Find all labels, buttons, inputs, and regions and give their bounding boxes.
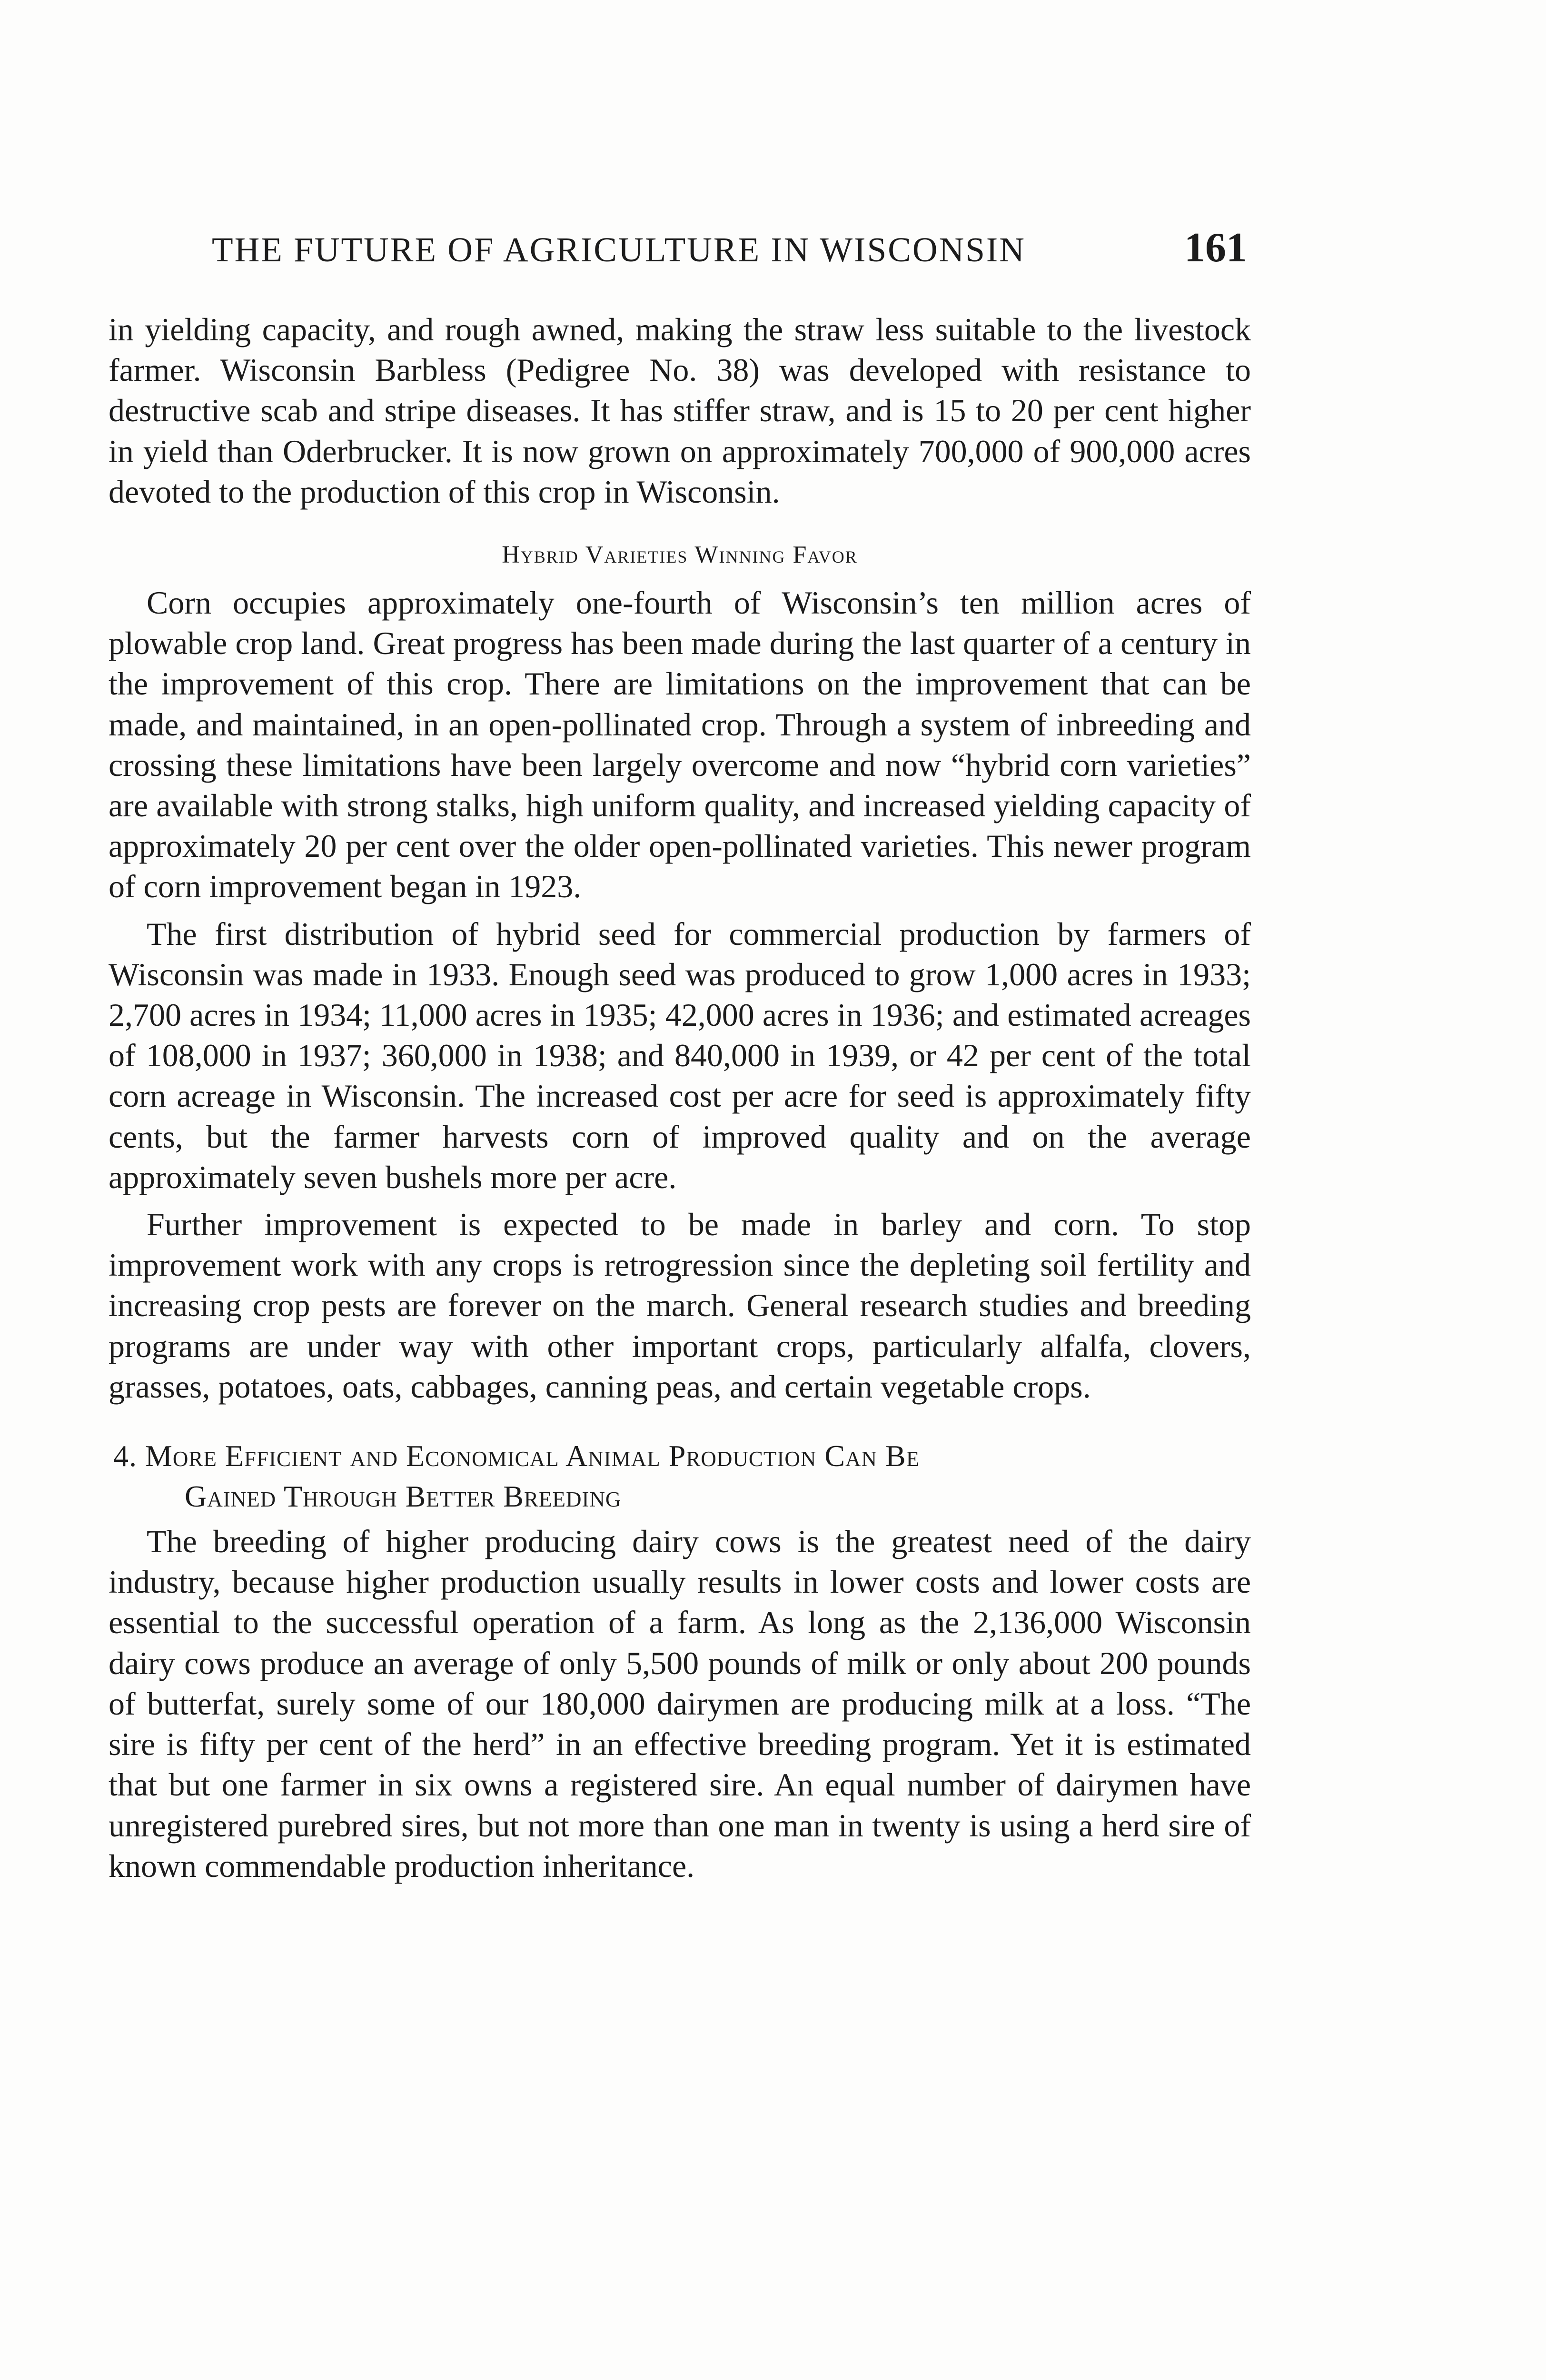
page-number: 161: [1184, 225, 1247, 271]
section-heading-line-1: 4. More Efficient and Economical Animal Production Can Be: [113, 1439, 920, 1473]
running-head: [212, 224, 1247, 271]
paragraph-dairy-breeding: The breeding of higher producing dairy cows is the greatest need of the dairy industry, because higher production usually results in lower costs and lower costs are essential to the successful operation of a farm. As long as the 2,136,000 Wisconsin dairy cows produce an average of only 5,500 pounds of milk or only about 200 pounds of butterfat, surely some of our 180,000 dairymen are producing milk at a loss. “The sire is fifty per cent of the herd” in an effective breeding program. Yet it is estimated that but one farmer in six owns a registered sire. An equal number of dairymen have unregistered purebred sires, but not more than one man in twenty is using a herd sire of known commendable production inheritance.: [109, 1523, 1251, 1884]
subheading-hybrid-varieties: [109, 536, 1251, 574]
paragraph-further-improvement: Further improvement is expected to be made in barley and corn. To stop improvement work with any crops is retrogression since the depleting soil fertility and increasing crop pests are forever on the march. General research studies and breeding programs are under way with other important crops, particularly alfalfa, clovers, grasses, potatoes, oats, cabbages, canning peas, and certain vegetable crops.: [109, 1206, 1251, 1405]
running-title: THE FUTURE OF AGRICULTURE IN WISCONSIN: [212, 230, 1026, 269]
body-text: [109, 309, 1251, 1886]
section-heading-line-2: Gained Through Better Breeding: [185, 1479, 622, 1514]
subheading-text: Hybrid Varieties Winning Favor: [502, 541, 858, 569]
paragraph-barley-continuation: in yielding capacity, and rough awned, making the straw less suitable to the livestock farmer. Wisconsin Barbless (Pedigree No. 38) was developed with resistance to destructive scab and stripe diseases. It has stiffer straw, and is 15 to 20 per cent higher in yield than Oderbrucker. It is now grown on approximately 700,000 of 900,000 acres devoted to the production of this crop in Wisconsin.: [109, 311, 1251, 510]
section-heading-animal-production: [109, 1436, 1251, 1517]
paragraph-corn-improvement: Corn occupies approximately one-fourth of Wisconsin’s ten million acres of plowable crop land. Great progress has been made during the last quarter of a century in the improvement of this crop. There are limitations on the improvement that can be made, and maintained, in an open-pollinated crop. Through a system of inbreeding and crossing these limitations have been largely overcome and now “hybrid corn varieties” are available with strong stalks, high uniform quality, and increased yielding capacity of approximately 20 per cent over the older open-pollinated varieties. This newer program of corn improvement began in 1923.: [109, 585, 1251, 905]
paragraph-hybrid-distribution: The first distribution of hybrid seed for commercial production by farmers of Wisconsin was made in 1933. Enough seed was produced to grow 1,000 acres in 1933; 2,700 acres in 1934; 11,000 acres in 1935; 42,000 acres in 1936; and estimated acreages of 108,000 in 1937; 360,000 in 1938; and 840,000 in 1939, or 42 per cent of the total corn acreage in Wisconsin. The increased cost per acre for seed is approximately fifty cents, but the farmer harvests corn of improved quality and on the average approximately seven bushels more per acre.: [109, 915, 1251, 1195]
